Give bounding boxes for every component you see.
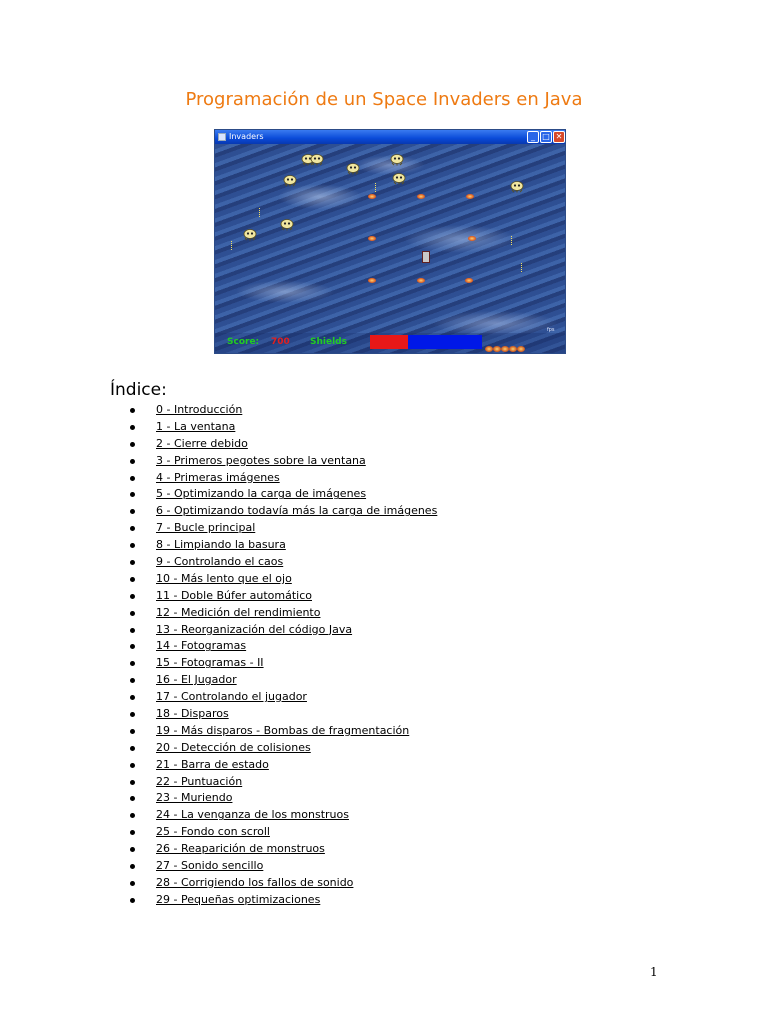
window-title: Invaders — [229, 132, 264, 141]
toc-link[interactable]: 24 - La venganza de los monstruos — [156, 808, 349, 822]
bullet-icon — [130, 864, 135, 869]
alien-sprite — [392, 173, 406, 185]
alien-sprite — [390, 154, 404, 166]
bullet-icon — [130, 594, 135, 599]
bullet-icon — [130, 526, 135, 531]
minimize-button: _ — [527, 131, 539, 143]
bullet-icon — [130, 780, 135, 785]
toc-link[interactable]: 27 - Sonido sencillo — [156, 859, 264, 873]
score-value: 700 — [271, 337, 290, 347]
alien-sprite — [510, 181, 524, 193]
toc-link[interactable]: 1 - La ventana — [156, 419, 236, 433]
toc-link[interactable]: 14 - Fotogramas — [156, 639, 247, 653]
alien-sprite — [310, 154, 324, 166]
toc-link[interactable]: 23 - Muriendo — [156, 791, 233, 805]
bomb — [466, 194, 474, 199]
alien-sprite — [283, 175, 297, 187]
life-icon — [493, 346, 501, 352]
bullet-icon — [130, 746, 135, 751]
toc-link[interactable]: 22 - Puntuación — [156, 774, 243, 788]
bullet-icon — [130, 509, 135, 514]
bullet-icon — [130, 729, 135, 734]
bullet-icon — [130, 830, 135, 835]
bullet-icon — [130, 476, 135, 481]
bomb — [368, 194, 376, 199]
toc-link[interactable]: 4 - Primeras imágenes — [156, 470, 280, 484]
toc-link[interactable]: 15 - Fotogramas - II — [156, 656, 264, 670]
bomb — [468, 236, 476, 241]
bullet-icon — [130, 442, 135, 447]
shot — [521, 263, 525, 272]
bomb — [417, 194, 425, 199]
toc-link[interactable]: 13 - Reorganización del código Java — [156, 622, 353, 636]
bullet-icon — [130, 813, 135, 818]
toc-link[interactable]: 25 - Fondo con scroll — [156, 825, 270, 839]
toc-link[interactable]: 6 - Optimizando todavía más la carga de imágenes — [156, 504, 438, 518]
life-icon — [517, 346, 525, 352]
bullet-icon — [130, 577, 135, 582]
bullet-icon — [130, 425, 135, 430]
bomb — [417, 278, 425, 283]
close-button: ✕ — [553, 131, 565, 143]
life-icon — [485, 346, 493, 352]
page-number: 1 — [650, 965, 658, 979]
toc-link[interactable]: 10 - Más lento que el ojo — [156, 571, 292, 585]
bullet-icon — [130, 881, 135, 886]
alien-sprite — [280, 219, 294, 231]
toc-link[interactable]: 2 - Cierre debido — [156, 436, 248, 450]
bomb — [465, 278, 473, 283]
fps-text: fps — [547, 327, 555, 333]
game-screenshot — [214, 129, 566, 354]
bomb — [368, 236, 376, 241]
player-ship — [422, 251, 430, 263]
lives-indicator — [485, 337, 525, 345]
toc-link[interactable]: 16 - El Jugador — [156, 673, 237, 687]
shot — [375, 183, 379, 192]
bullet-icon — [130, 678, 135, 683]
shot — [231, 241, 235, 250]
toc-link[interactable]: 11 - Doble Búfer automático — [156, 588, 312, 602]
toc-link[interactable]: 7 - Bucle principal — [156, 521, 256, 535]
bullet-icon — [130, 543, 135, 548]
bullet-icon — [130, 492, 135, 497]
bullet-icon — [130, 628, 135, 633]
toc-link[interactable]: 19 - Más disparos - Bombas de fragmentación — [156, 723, 410, 737]
life-icon — [501, 346, 509, 352]
document-title: Programación de un Space Invaders en Java — [185, 89, 583, 110]
maximize-button: □ — [540, 131, 552, 143]
toc-link[interactable]: 20 - Detección de colisiones — [156, 740, 311, 754]
bullet-icon — [130, 408, 135, 413]
toc-link[interactable]: 29 - Pequeñas optimizaciones — [156, 892, 321, 906]
toc-link[interactable]: 28 - Corrigiendo los fallos de sonido — [156, 875, 354, 889]
bullet-icon — [130, 712, 135, 717]
alien-sprite — [243, 229, 257, 241]
toc-link[interactable]: 18 - Disparos — [156, 707, 229, 721]
game-status-bar — [215, 327, 565, 354]
life-icon — [509, 346, 517, 352]
toc-link[interactable]: 21 - Barra de estado — [156, 757, 269, 771]
toc-link[interactable]: 3 - Primeros pegotes sobre la ventana — [156, 453, 366, 467]
shot — [511, 236, 515, 245]
bomb — [368, 278, 376, 283]
toc-link[interactable]: 17 - Controlando el jugador — [156, 690, 307, 704]
bullet-icon — [130, 847, 135, 852]
alien-sprite — [346, 163, 360, 175]
bullet-icon — [130, 644, 135, 649]
bullet-icon — [130, 560, 135, 565]
shields-label: Shields — [310, 337, 347, 347]
score-label: Score: — [227, 337, 260, 347]
bullet-icon — [130, 898, 135, 903]
bullet-icon — [130, 763, 135, 768]
bullet-icon — [130, 661, 135, 666]
bullet-icon — [130, 459, 135, 464]
toc-link[interactable]: 5 - Optimizando la carga de imágenes — [156, 487, 367, 501]
toc-link[interactable]: 9 - Controlando el caos — [156, 555, 284, 569]
shield-fill — [370, 335, 408, 349]
shot — [259, 208, 263, 217]
bullet-icon — [130, 611, 135, 616]
toc-link[interactable]: 12 - Medición del rendimiento — [156, 605, 321, 619]
toc-link[interactable]: 8 - Limpiando la basura — [156, 538, 286, 552]
index-heading: Índice: — [110, 380, 167, 400]
game-playfield — [215, 144, 565, 354]
bullet-icon — [130, 695, 135, 700]
toc-link[interactable]: 26 - Reaparición de monstruos — [156, 842, 325, 856]
window-titlebar — [215, 130, 565, 144]
toc-link[interactable]: 0 - Introducción — [156, 403, 243, 416]
bullet-icon — [130, 796, 135, 801]
shield-bar — [370, 335, 482, 349]
app-icon — [218, 133, 226, 141]
